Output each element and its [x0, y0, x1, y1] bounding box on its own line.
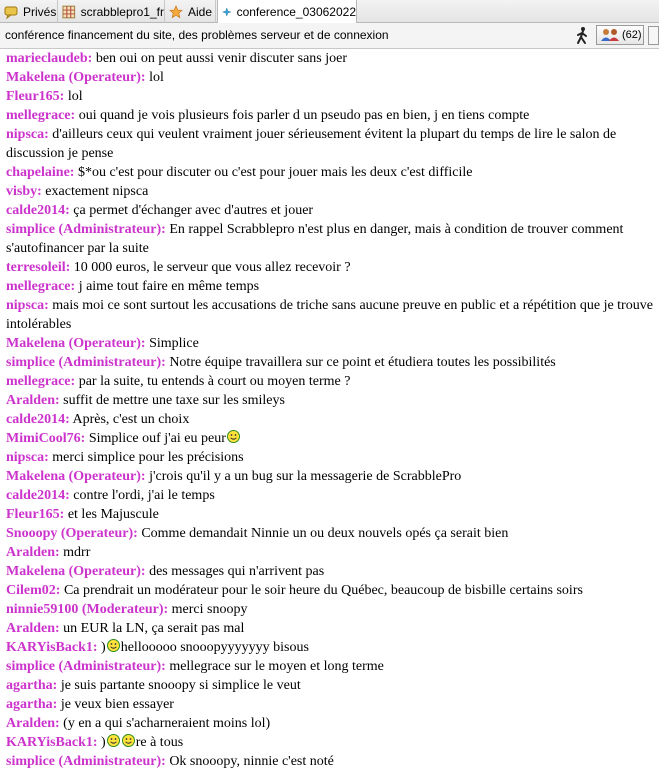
message-text: et les Majuscule: [67, 507, 159, 522]
leave-room-button[interactable]: [573, 26, 591, 45]
chat-message: [6, 277, 654, 296]
message-nick[interactable]: agartha:: [6, 678, 58, 693]
tab-label: scrabblepro1_fr: [80, 4, 164, 19]
conference-header: [0, 23, 659, 49]
message-nick[interactable]: Fleur165:: [6, 89, 65, 104]
tab-bar: [0, 0, 659, 23]
users-icon: [600, 28, 620, 42]
scrabble-board-icon: [62, 5, 76, 19]
chat-message: [6, 486, 654, 505]
chat-message: [6, 391, 654, 410]
chat-message: [6, 505, 654, 524]
message-text: je suis partante snooopy si simplice le veut: [60, 678, 301, 693]
message-nick[interactable]: calde2014:: [6, 488, 70, 503]
walking-person-icon: [573, 26, 591, 45]
message-nick[interactable]: terresoleil:: [6, 260, 71, 275]
message-nick[interactable]: Makelena (Operateur):: [6, 70, 146, 85]
message-text: 10 000 euros, le serveur que vous allez recevoir ?: [73, 260, 351, 275]
message-text: lol: [149, 70, 164, 85]
message-nick[interactable]: Aralden:: [6, 716, 60, 731]
message-text: $*ou c'est pour discuter ou c'est pour jouer mais les deux c'est difficile: [77, 165, 473, 180]
message-nick[interactable]: ninnie59100 (Moderateur):: [6, 602, 169, 617]
tab-prives[interactable]: [0, 0, 58, 23]
message-nick[interactable]: calde2014:: [6, 412, 70, 427]
chat-message: [6, 201, 654, 220]
message-nick[interactable]: Snooopy (Operateur):: [6, 526, 138, 541]
message-nick[interactable]: Makelena (Operateur):: [6, 469, 146, 484]
chat-message: [6, 733, 654, 752]
message-nick[interactable]: visby:: [6, 184, 42, 199]
message-text: je veux bien essayer: [60, 697, 174, 712]
chat-message: [6, 429, 654, 448]
chat-message: [6, 87, 654, 106]
chat-message: [6, 714, 654, 733]
message-nick[interactable]: nipsca:: [6, 450, 49, 465]
message-nick[interactable]: simplice (Administrateur):: [6, 659, 166, 674]
message-text: des messages qui n'arrivent pas: [149, 564, 325, 579]
tab-aide[interactable]: [165, 0, 216, 23]
chat-message: [6, 125, 654, 163]
message-text: Ok snooopy, ninnie c'est noté: [169, 754, 334, 769]
message-nick[interactable]: Aralden:: [6, 545, 60, 560]
message-nick[interactable]: Cilem02:: [6, 583, 61, 598]
message-text: d'ailleurs ceux qui veulent vraiment jouer sérieusement évitent la plupart du temps de lire le salon de discussion je pense: [6, 127, 617, 161]
message-nick[interactable]: Makelena (Operateur):: [6, 336, 146, 351]
message-text: En rappel Scrabblepro n'est plus en danger, mais à condition de trouver comment s'autofinancer par la suite: [6, 222, 624, 256]
message-nick[interactable]: Aralden:: [6, 393, 60, 408]
message-nick[interactable]: calde2014:: [6, 203, 70, 218]
smiley-icon: [107, 639, 120, 652]
chat-message: [6, 410, 654, 429]
message-text: mellegrace sur le moyen et long terme: [169, 659, 384, 674]
tab-label: Privés: [23, 4, 57, 19]
message-nick[interactable]: mellegrace:: [6, 108, 76, 123]
smiley-icon: [227, 430, 240, 443]
message-text: Après, c'est un choix: [72, 412, 190, 427]
message-nick[interactable]: marieclaudeb:: [6, 51, 93, 66]
chat-message: [6, 372, 654, 391]
chat-message: [6, 524, 654, 543]
message-text: Simplice ouf j'ai eu peur: [88, 431, 226, 446]
message-nick[interactable]: MimiCool76:: [6, 431, 86, 446]
message-text: Ca prendrait un modérateur pour le soir heure du Québec, beaucoup de bisbille certains soirs: [63, 583, 583, 598]
chat-icon: [4, 5, 18, 19]
message-nick[interactable]: KARYisBack1:: [6, 640, 98, 655]
chat-message: [6, 448, 654, 467]
tab-label: conference_03062022: [236, 4, 356, 19]
message-text-prefix: ): [101, 640, 106, 655]
chat-message: [6, 182, 654, 201]
message-text: ça permet d'échanger avec d'autres et jouer: [73, 203, 314, 218]
chat-message: [6, 49, 654, 68]
message-nick[interactable]: nipsca:: [6, 127, 49, 142]
message-nick[interactable]: simplice (Administrateur):: [6, 754, 166, 769]
message-text: Simplice: [149, 336, 199, 351]
chat-message: [6, 106, 654, 125]
tab-scrabblepro1-fr[interactable]: [58, 0, 165, 23]
chat-message: [6, 334, 654, 353]
chat-message: [6, 220, 654, 258]
message-text-prefix: ): [101, 735, 106, 750]
message-text: mais moi ce sont surtout les accusations de triche sans aucune preuve en public et a répétition que je trouve intolérables: [6, 298, 653, 332]
chat-message: [6, 638, 654, 657]
message-text: exactement nipsca: [45, 184, 149, 199]
message-text: j'crois qu'il y a un bug sur la messagerie de ScrabblePro: [149, 469, 462, 484]
message-text: un EUR la LN, ça serait pas mal: [63, 621, 245, 636]
message-nick[interactable]: nipsca:: [6, 298, 49, 313]
message-text: j aime tout faire en même temps: [78, 279, 260, 294]
message-nick[interactable]: chapelaine:: [6, 165, 75, 180]
close-button[interactable]: [648, 26, 659, 45]
user-list-button[interactable]: [596, 25, 644, 45]
message-nick[interactable]: simplice (Administrateur):: [6, 355, 166, 370]
message-nick[interactable]: Aralden:: [6, 621, 60, 636]
message-text: (y en a qui s'acharneraient moins lol): [63, 716, 271, 731]
user-count: (62): [622, 29, 642, 41]
message-nick[interactable]: mellegrace:: [6, 279, 76, 294]
chat-message: [6, 467, 654, 486]
chat-message: [6, 296, 654, 334]
topic-text: conférence financement du site, des problèmes serveur et de connexion: [5, 28, 389, 42]
message-nick[interactable]: agartha:: [6, 697, 58, 712]
chat-message: [6, 258, 654, 277]
chat-message: [6, 695, 654, 714]
chat-message: [6, 619, 654, 638]
message-text: suffit de mettre une taxe sur les smileys: [63, 393, 285, 408]
message-text: Notre équipe travaillera sur ce point et étudiera toutes les possibilités: [169, 355, 556, 370]
chat-message: [6, 657, 654, 676]
message-list: [0, 49, 659, 771]
pin-icon: [222, 5, 232, 19]
chat-message: [6, 562, 654, 581]
message-text: Comme demandait Ninnie un ou deux nouvels opés ça serait bien: [141, 526, 509, 541]
star-icon: [169, 5, 183, 19]
message-text: lol: [67, 89, 83, 104]
message-text: mdrr: [63, 545, 91, 560]
message-text: par la suite, tu entends à court ou moyen terme ?: [78, 374, 351, 389]
message-nick[interactable]: Fleur165:: [6, 507, 65, 522]
message-text: ben oui on peut aussi venir discuter sans joer: [95, 51, 347, 66]
chat-message: [6, 581, 654, 600]
message-text: hellooooo snooopyyyyyyy bisous: [120, 640, 309, 655]
message-text: contre l'ordi, j'ai le temps: [73, 488, 215, 503]
message-nick[interactable]: KARYisBack1:: [6, 735, 98, 750]
message-text: merci simplice pour les précisions: [52, 450, 244, 465]
smiley-icon: [122, 734, 135, 747]
chat-message: [6, 543, 654, 562]
message-nick[interactable]: simplice (Administrateur):: [6, 222, 166, 237]
message-nick[interactable]: mellegrace:: [6, 374, 76, 389]
chat-message: [6, 600, 654, 619]
message-text: merci snoopy: [171, 602, 248, 617]
chat-message: [6, 676, 654, 695]
tab-conference[interactable]: [217, 0, 357, 23]
message-text: re à tous: [135, 735, 184, 750]
chat-message: [6, 752, 654, 771]
chat-message: [6, 353, 654, 372]
message-nick[interactable]: Makelena (Operateur):: [6, 564, 146, 579]
tab-label: Aide: [188, 4, 213, 19]
chat-message: [6, 68, 654, 87]
smiley-icon: [107, 734, 120, 747]
chat-message: [6, 163, 654, 182]
message-text: oui quand je vois plusieurs fois parler d un pseudo pas en bien, j en tiens compte: [78, 108, 530, 123]
